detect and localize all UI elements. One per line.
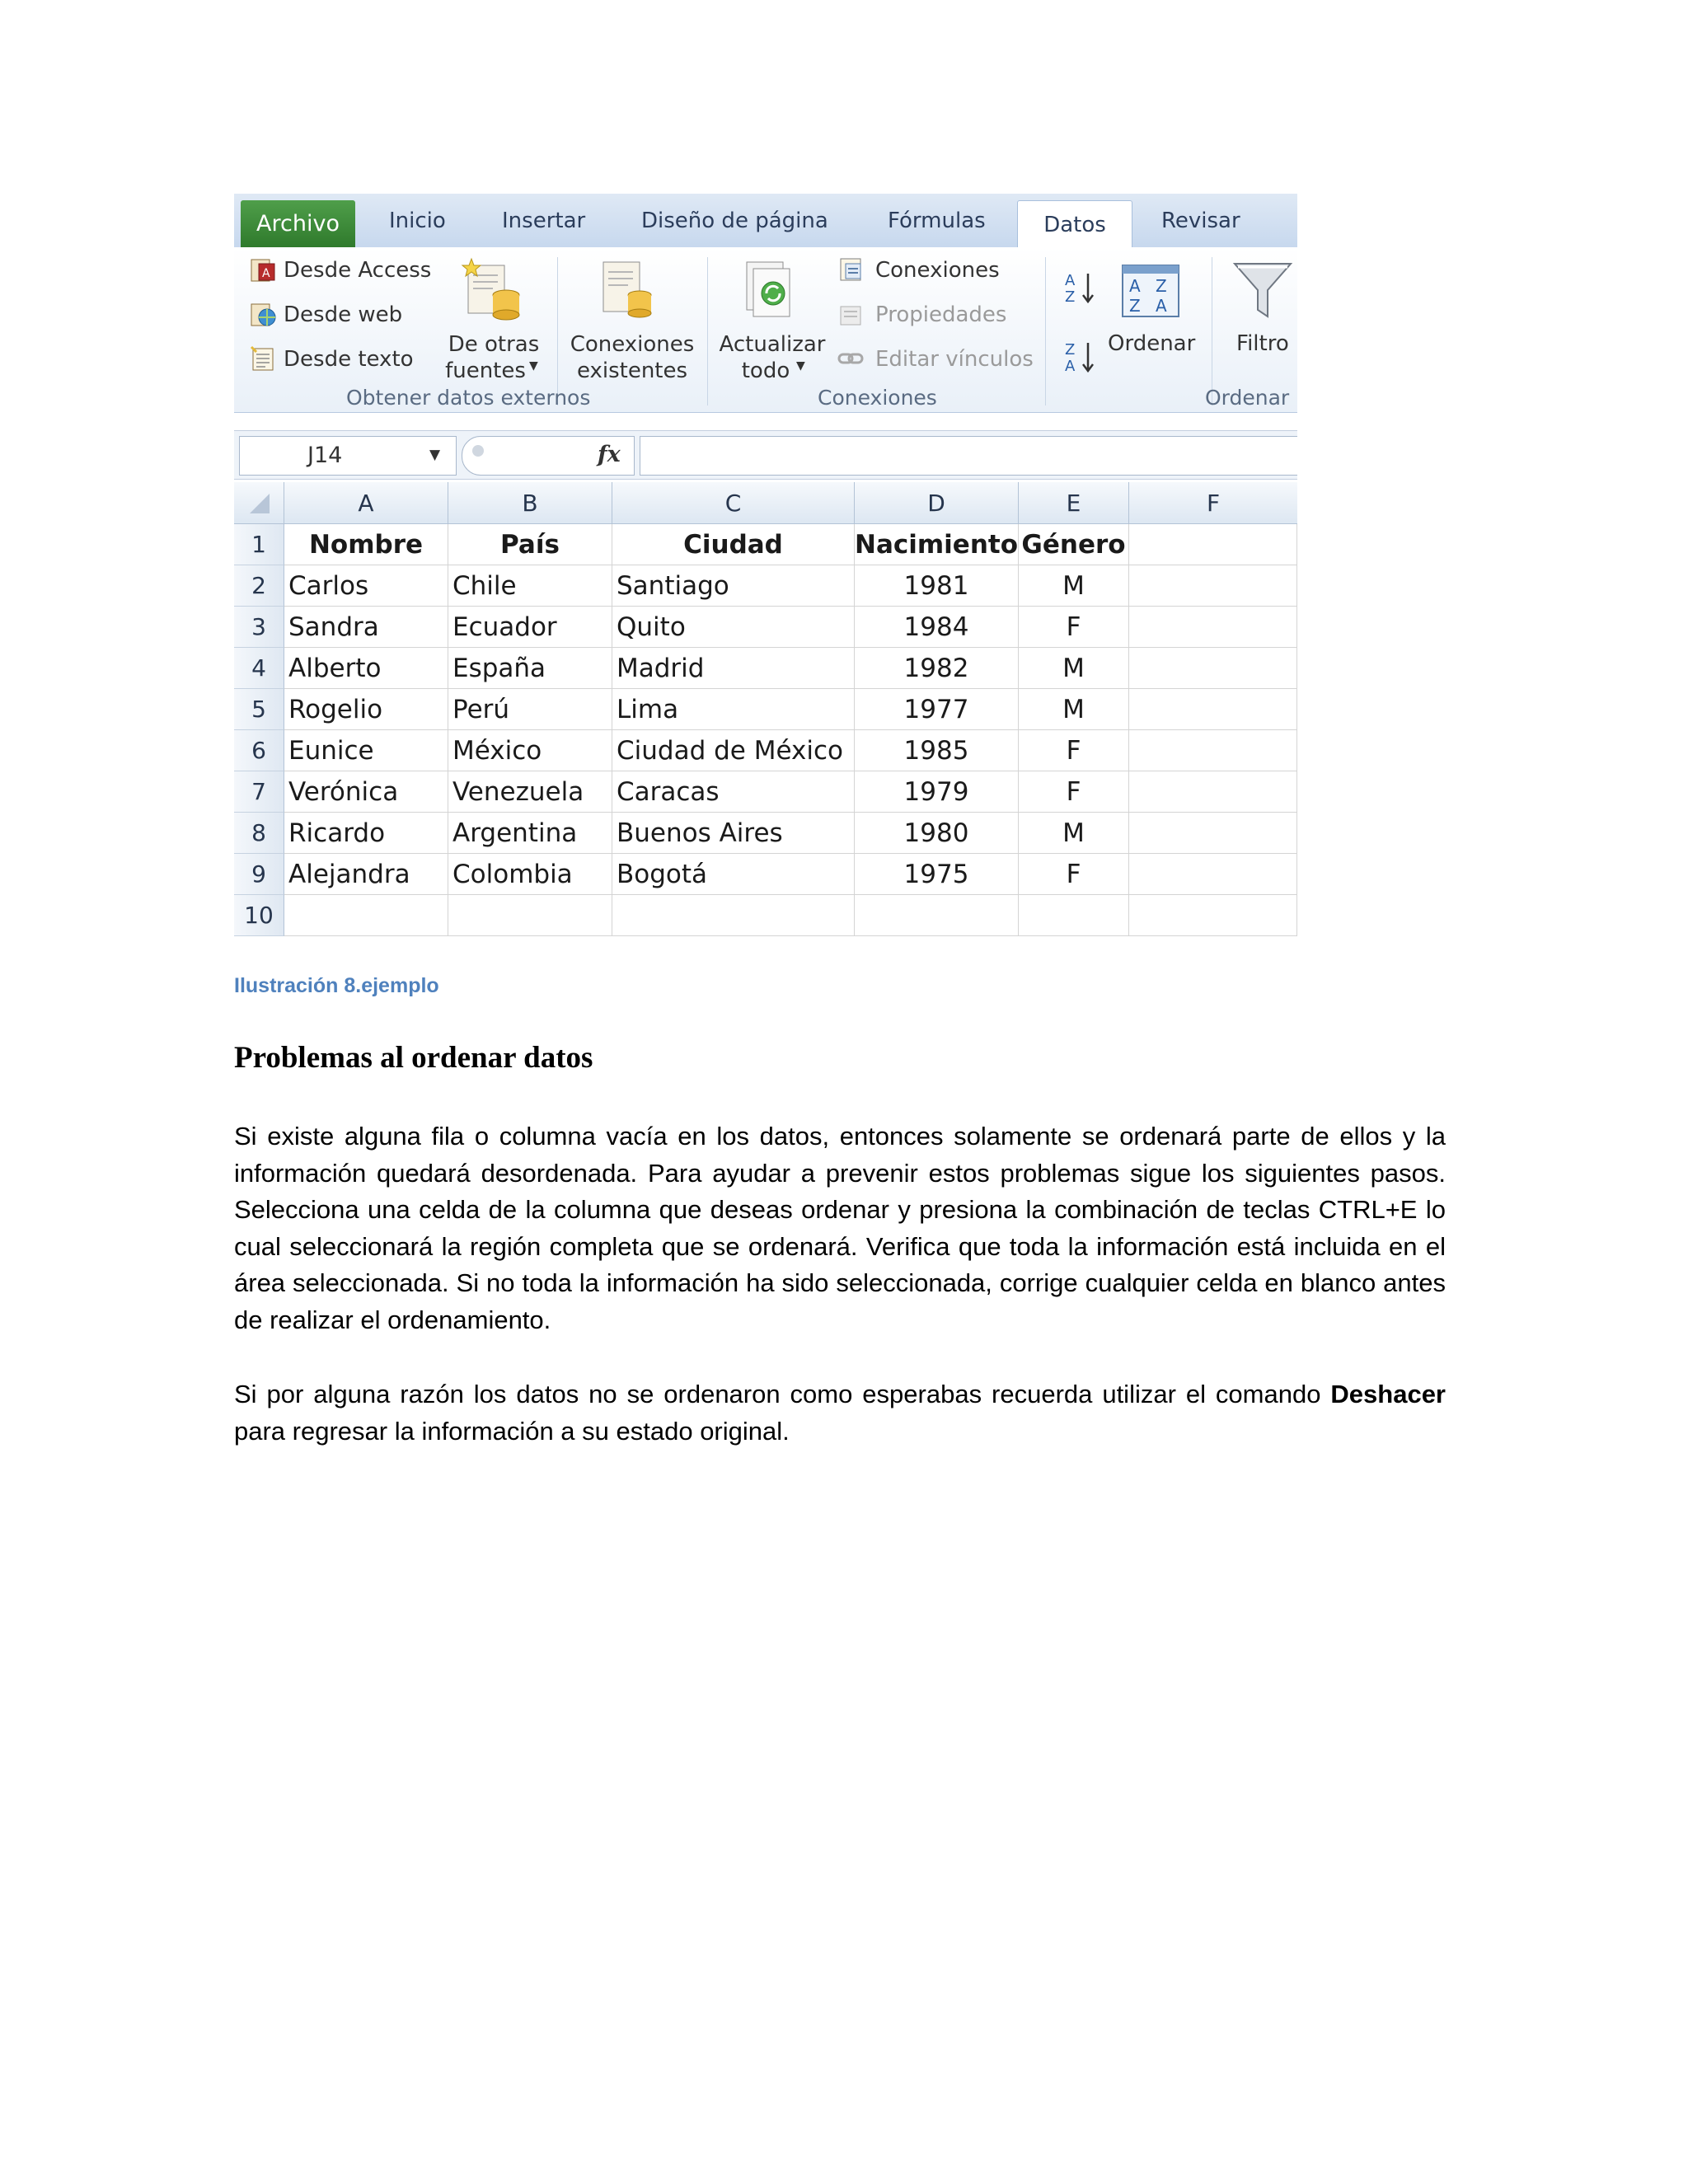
svg-text:Z: Z <box>1065 288 1076 306</box>
access-icon <box>249 255 277 284</box>
header-cell[interactable]: Nacimiento <box>855 524 1019 565</box>
empty-cell[interactable] <box>1129 730 1297 771</box>
ribbon-datos <box>234 247 1297 413</box>
table-cell[interactable]: Verónica <box>284 771 448 813</box>
table-cell[interactable]: M <box>1019 648 1129 689</box>
table-cell[interactable]: México <box>448 730 612 771</box>
table-cell[interactable]: Carlos <box>284 565 448 607</box>
refresh-icon <box>742 259 804 325</box>
column-header-b[interactable]: B <box>448 482 612 524</box>
empty-cell[interactable] <box>1129 607 1297 648</box>
table-cell[interactable]: M <box>1019 813 1129 854</box>
dropdown-arrow-icon: ▼ <box>529 359 538 373</box>
filter-funnel-icon <box>1231 259 1294 325</box>
group-separator <box>1045 257 1046 405</box>
empty-cell[interactable] <box>1129 565 1297 607</box>
empty-cell[interactable] <box>1129 771 1297 813</box>
tab-formulas[interactable]: Fórmulas <box>888 209 986 233</box>
sort-ascending-icon <box>1062 269 1100 307</box>
sort-descending-icon <box>1062 338 1100 376</box>
group-label-conexiones: Conexiones <box>818 386 937 410</box>
tab-archivo[interactable]: Archivo <box>241 200 355 247</box>
filtro-label: Filtro <box>1236 331 1289 356</box>
editar-vinculos-label: Editar vínculos <box>875 347 1034 372</box>
fx-icon[interactable]: fx <box>598 442 621 467</box>
conexiones-existentes-label-2: existentes <box>576 359 688 383</box>
empty-cell[interactable] <box>284 895 448 936</box>
web-icon <box>249 300 277 328</box>
table-cell[interactable]: Madrid <box>612 648 855 689</box>
table-cell[interactable]: Ciudad de México <box>612 730 855 771</box>
paragraph-2 <box>234 1376 1446 1450</box>
table-cell[interactable]: Ricardo <box>284 813 448 854</box>
empty-cell[interactable] <box>1129 813 1297 854</box>
table-cell[interactable]: 1980 <box>855 813 1019 854</box>
propiedades-label: Propiedades <box>875 302 1007 327</box>
table-cell[interactable]: M <box>1019 689 1129 730</box>
table-cell[interactable]: 1982 <box>855 648 1019 689</box>
table-cell[interactable]: Santiago <box>612 565 855 607</box>
figure-caption: Ilustración 8.ejemplo <box>234 974 439 997</box>
table-cell[interactable]: 1984 <box>855 607 1019 648</box>
table-cell[interactable]: España <box>448 648 612 689</box>
column-header-d[interactable]: D <box>855 482 1019 524</box>
tab-diseno-de-pagina[interactable]: Diseño de página <box>641 209 828 233</box>
properties-icon <box>837 300 865 328</box>
row-header-2[interactable]: 2 <box>234 565 284 607</box>
actualizar-label-2: todo <box>741 359 790 383</box>
formula-input[interactable] <box>640 436 1297 476</box>
row-header-6[interactable]: 6 <box>234 730 284 771</box>
paragraph-2-text-end: para regresar la información a su estado original. <box>234 1416 790 1446</box>
column-header-a[interactable]: A <box>284 482 448 524</box>
table-cell[interactable]: F <box>1019 607 1129 648</box>
paragraph-1: Si existe alguna fila o columna vacía en los datos, entonces solamente se ordenará parte de ellos y la información quedará desordenada. Para ayudar a prevenir estos problemas sigue los siguientes pasos. Selecciona una celda de la columna que deseas ordenar y presiona la combinación de teclas CTRL+E lo cual seleccionará la región completa que se ordenará. Verifica que toda la información está incluida en el área seleccionada. Si no toda la información ha sido seleccionada, corrige cualquier celda en blanco antes de realizar el ordenamiento. <box>234 1122 1446 1334</box>
desde-web-label: Desde web <box>284 302 403 327</box>
empty-cell[interactable] <box>1129 524 1297 565</box>
svg-text:Z: Z <box>1065 341 1076 359</box>
empty-cell[interactable] <box>1129 854 1297 895</box>
desde-texto-label: Desde texto <box>284 347 414 372</box>
tab-insertar[interactable]: Insertar <box>502 209 586 233</box>
row-header-9[interactable]: 9 <box>234 854 284 895</box>
chevron-down-icon[interactable]: ▼ <box>429 447 441 463</box>
table-cell[interactable]: M <box>1019 565 1129 607</box>
header-cell[interactable]: Género <box>1019 524 1129 565</box>
table-cell[interactable]: Sandra <box>284 607 448 648</box>
table-cell[interactable]: 1981 <box>855 565 1019 607</box>
group-label-obtener-datos-externos: Obtener datos externos <box>346 386 591 410</box>
ribbon-tab-bar <box>234 194 1297 248</box>
text-file-icon <box>249 344 277 373</box>
empty-cell[interactable] <box>448 895 612 936</box>
table-cell[interactable]: 1977 <box>855 689 1019 730</box>
existing-connections-icon <box>597 257 659 323</box>
group-label-ordenar: Ordenar <box>1205 386 1290 410</box>
table-cell[interactable]: 1985 <box>855 730 1019 771</box>
row-header-5[interactable]: 5 <box>234 689 284 730</box>
column-header-e[interactable]: E <box>1019 482 1129 524</box>
empty-cell[interactable] <box>1129 648 1297 689</box>
svg-text:A: A <box>1065 358 1076 375</box>
svg-text:A: A <box>262 267 270 280</box>
row-header-8[interactable]: 8 <box>234 813 284 854</box>
corner-triangle-icon <box>246 490 271 515</box>
empty-cell[interactable] <box>612 895 855 936</box>
desde-access-label: Desde Access <box>284 258 432 283</box>
name-box-value: J14 <box>307 443 343 468</box>
table-cell[interactable]: Alberto <box>284 648 448 689</box>
table-cell[interactable]: F <box>1019 730 1129 771</box>
dropdown-arrow-icon: ▼ <box>796 359 805 373</box>
table-cell[interactable]: 1975 <box>855 854 1019 895</box>
row-header-3[interactable]: 3 <box>234 607 284 648</box>
tab-inicio[interactable]: Inicio <box>389 209 446 233</box>
sort-dialog-icon <box>1119 262 1182 320</box>
formula-tools <box>462 436 635 476</box>
header-cell[interactable]: Ciudad <box>612 524 855 565</box>
de-otras-fuentes-label-1: De otras <box>448 332 540 357</box>
table-cell[interactable]: Alejandra <box>284 854 448 895</box>
row-header-10[interactable]: 10 <box>234 895 284 936</box>
conexiones-label: Conexiones <box>875 258 1000 283</box>
empty-cell[interactable] <box>1129 689 1297 730</box>
table-cell[interactable]: Argentina <box>448 813 612 854</box>
table-cell[interactable]: Colombia <box>448 854 612 895</box>
table-cell[interactable]: Caracas <box>612 771 855 813</box>
database-star-icon <box>460 257 523 323</box>
ordenar-label: Ordenar <box>1108 331 1196 356</box>
column-header-f[interactable]: F <box>1129 482 1297 524</box>
table-cell[interactable]: Eunice <box>284 730 448 771</box>
row-header-7[interactable]: 7 <box>234 771 284 813</box>
spreadsheet-grid <box>234 482 1297 941</box>
empty-cell[interactable] <box>855 895 1019 936</box>
empty-cell[interactable] <box>1129 895 1297 936</box>
table-cell[interactable]: Bogotá <box>612 854 855 895</box>
column-header-c[interactable]: C <box>612 482 855 524</box>
de-otras-fuentes-label-2: fuentes <box>445 359 526 383</box>
actualizar-label-1: Actualizar <box>719 332 826 357</box>
svg-text:A: A <box>1129 276 1141 296</box>
tab-datos[interactable]: Datos <box>1017 200 1132 249</box>
name-box[interactable] <box>239 436 457 476</box>
table-cell[interactable]: F <box>1019 854 1129 895</box>
header-cell[interactable]: Nombre <box>284 524 448 565</box>
row-header-4[interactable]: 4 <box>234 648 284 689</box>
tab-revisar[interactable]: Revisar <box>1161 209 1240 233</box>
svg-text:A: A <box>1065 272 1076 289</box>
svg-text:Z: Z <box>1156 276 1167 296</box>
group-separator <box>557 257 558 405</box>
table-cell[interactable]: 1979 <box>855 771 1019 813</box>
connections-icon <box>837 255 865 284</box>
table-cell[interactable]: Lima <box>612 689 855 730</box>
header-cell[interactable]: País <box>448 524 612 565</box>
table-cell[interactable]: Perú <box>448 689 612 730</box>
paragraph-2-text: Si por alguna razón los datos no se ordenaron como esperabas recuerda utilizar el comando <box>234 1380 1331 1408</box>
table-cell[interactable]: Chile <box>448 565 612 607</box>
link-icon <box>837 344 865 373</box>
grip-icon <box>472 445 484 457</box>
empty-cell[interactable] <box>1019 895 1129 936</box>
table-cell[interactable]: Rogelio <box>284 689 448 730</box>
formula-bar <box>234 430 1297 480</box>
section-heading: Problemas al ordenar datos <box>234 1041 593 1075</box>
svg-text:A: A <box>1156 296 1167 316</box>
table-cell[interactable]: F <box>1019 771 1129 813</box>
select-all-corner[interactable] <box>234 482 284 524</box>
deshacer-command: Deshacer <box>1330 1380 1446 1408</box>
table-cell[interactable]: Venezuela <box>448 771 612 813</box>
table-cell[interactable]: Ecuador <box>448 607 612 648</box>
excel-screenshot <box>234 194 1297 941</box>
table-cell[interactable]: Buenos Aires <box>612 813 855 854</box>
conexiones-existentes-label-1: Conexiones <box>570 332 695 357</box>
svg-text:Z: Z <box>1129 296 1141 316</box>
row-header-1[interactable]: 1 <box>234 524 284 565</box>
table-cell[interactable]: Quito <box>612 607 855 648</box>
